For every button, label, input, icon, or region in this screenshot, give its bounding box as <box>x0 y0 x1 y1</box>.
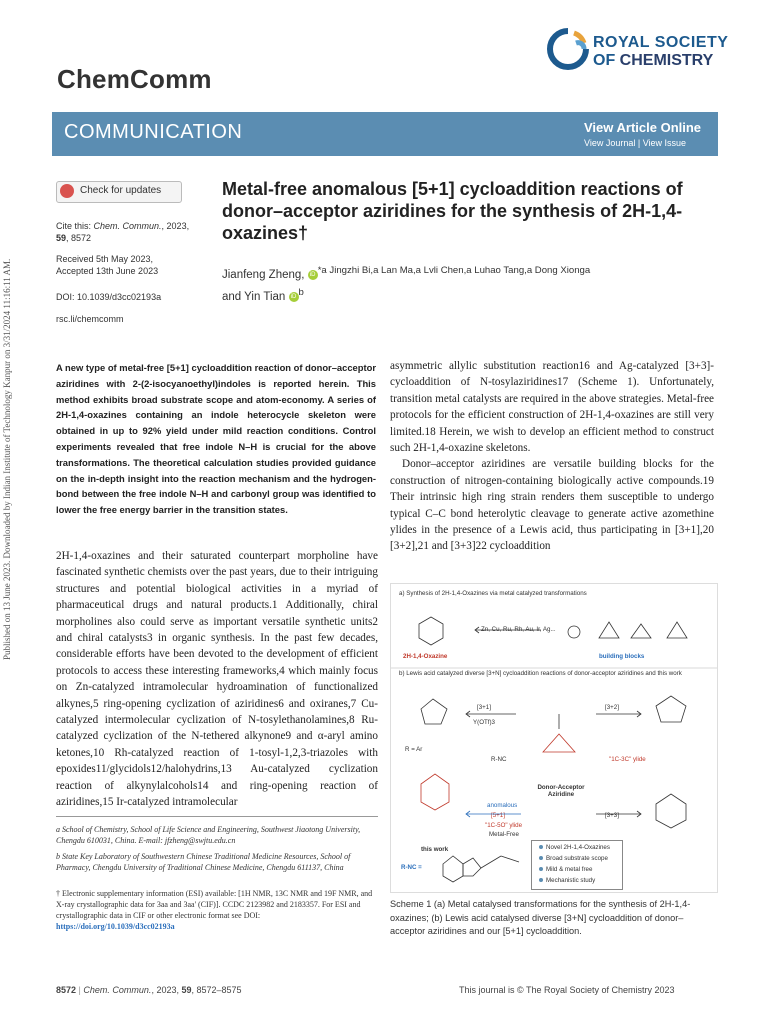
da-aziridine-label: Donor-Acceptor Aziridine <box>537 784 585 798</box>
body-text-left: 2H-1,4-oxazines and their saturated counterpart morpholine have fascinated synthetic chemists over the past years, due to their intriguing structures and potential biological activities in a myriad of pharmaceutical drugs and natural products.1 Additionally, chiral morpholines also could serve as important versatile synthetic units2 and chiral catalysts3 in organic synthesis. In the past few decades, considerable efforts have been devoted to the development of efficient protocols to access these interesting frameworks,4 which mainly focus on Zn-catalyzed intramolecular hydroamination of functionalized alkynes,5 ring-opening cyclization of aziridines6 and oxiranes,7 Cu-catalyzed intermolecular cyclization of N-tosylethanolamines,8 Ru-catalyzed cyclization of the N-tethered alkynone9 and α-aryl amino ketones,10 Rh-catalyzed reaction of 1-tosyl-1,2,3-triazoles with epoxides11/glycidols12/halohydrins,13 Au-catalyzed cyclization reaction of alkynylalcohols14 and ring-opening reaction of aziridines,15 Ir-catalyzed intramolecular <box>56 550 378 809</box>
article-title: Metal-free anomalous [5+1] cycloaddition reactions of donor–acceptor aziridines for the synthesis of 2H-1,4-oxazines† <box>222 179 683 243</box>
reaction-3-3: [3+3] <box>605 812 619 819</box>
esi-footnote: † Electronic supplementary information (ESI) available: [1H NMR, 13C NMR and 19F NMR, and X-ray crystallographic data for 3aa and 3aa' (CIF)]. CCDC 2123982 and 2183357. For ESI and crystallographic data in CIF or other electronic format see DOI: https://doi.org/10.1039/d3cc02193a <box>56 889 373 931</box>
affiliation-a: a School of Chemistry, School of Life Science and Engineering, Southwest Jiaotong University, Chengdu 610031, China. E-mail: jfzheng@swjtu.edu.cn <box>56 825 361 845</box>
feature-item: Broad substrate scope <box>546 855 608 862</box>
author-list: Jianfeng Zheng, iD $^{*a Jingzhi Bi,a Lan Ma,a Lvli Chen,a Luhao Tang,a Dong Xionga}$ and Yin Tian iD $^b$ <box>222 265 591 303</box>
catalyst-label: Y(OTf)3 <box>473 719 496 726</box>
view-journal-issue-links[interactable]: View Journal | View Issue <box>584 138 687 148</box>
paragraph: asymmetric allylic substitution reaction16 and Ag-catalyzed [3+3]-cycloaddition of N-tosylaziridines17 (Scheme 1). Unfortunately, transition metal catalysts are required in the above strategies. Metal-free protocols for the efficient construction of 2H-1,4-oxazines are still very limited.18 Herein, we wish to develop an efficient method to construct such 2H-1,4-oxazine skeletons. <box>390 360 714 455</box>
metal-free-label: Metal-Free <box>489 831 519 838</box>
metal-list: Zn, Cu, Ru, Rh, Au, Ir, Ag... <box>481 626 556 633</box>
feature-item: Novel 2H-1,4-Oxazines <box>546 844 610 851</box>
reaction-5-1: [5+1] <box>491 812 505 819</box>
doi[interactable]: DOI: 10.1039/d3cc02193a <box>56 292 162 302</box>
indole-icon <box>443 856 463 882</box>
publisher-line2: OF CHEMISTRY <box>593 52 714 69</box>
product-3-2-icon <box>656 696 686 722</box>
orcid-icon[interactable]: iD <box>289 292 299 302</box>
paragraph: Donor–acceptor aziridines are versatile building blocks for the construction of nitrogen-containing biologically active compounds.19 Their intrinsic high ring strain renders them susceptible to undergo typical C–C bond heterolytic cleavage to generate active azomethine ylides in the presence of a Lewis acid, thus participating in [3+1],20 [3+2],21 and [3+3]22 cycloaddition <box>390 458 714 553</box>
publisher-line1: ROYAL SOCIETY <box>593 34 729 51</box>
oxazine-label: 2H-1,4-Oxazine <box>403 653 448 660</box>
orcid-icon[interactable]: iD <box>308 270 318 280</box>
oxazine-ring-icon <box>419 617 443 645</box>
affiliation-b: b State Key Laboratory of Southwestern Chinese Traditional Medicine Resources, School of Pharmacy, Chengdu University of Traditional Chinese Medicine, Chengdu 611137, China <box>56 852 351 872</box>
accepted-date: Accepted 13th June 2023 <box>56 266 159 276</box>
scheme-part-a-title: a) Synthesis of 2H-1,4-Oxazines via metal catalyzed transformations <box>399 590 587 597</box>
scheme-caption: Scheme 1 (a) Metal catalysed transformations for the synthesis of 2H-1,4-oxazines; (b) Lewis acid catalysed diverse [3+N] cycloaddition of donor–acceptor aziridines and our [5+1] cycloaddition. <box>390 899 691 936</box>
triazole-icon <box>568 626 580 638</box>
scheme-part-b-title: b) Lewis acid catalyzed diverse [3+N] cycloaddition reactions of donor-acceptor aziridines and this work <box>399 670 682 677</box>
building-blocks-label: building blocks <box>599 653 645 660</box>
product-5-1-icon <box>421 774 449 810</box>
epoxide-icon <box>631 624 651 638</box>
ylide-label: "1C-3C" ylide <box>609 756 646 763</box>
feature-item: Mild & metal free <box>546 866 593 873</box>
body-text-right <box>390 358 714 555</box>
view-article-online-link[interactable]: View Article Online <box>584 120 702 135</box>
abstract: A new type of metal-free [5+1] cycloaddition reaction of donor–acceptor aziridines with 2-(2-isocyanoethyl)indoles is reported herein. This method exhibits broad substrate scope and atom-economy. A series of 2H-1,4-oxazines containing an indole heterocycle skeleton were obtained in up to 92% yield under mild reaction conditions. Control experiments revealed that free indole N–H is crucial for the above transformations. The theoretical calculation studies provided guidance on the in-depth insight into the reaction mechanism and the hydrogen-bond between the free indole N–H and carbonyl group was identified to lower the free energy barrier in the transition states. <box>56 362 376 516</box>
feature-item: Mechanistic study <box>546 877 596 884</box>
product-3-1-icon <box>421 699 447 724</box>
reaction-3-1: [3+1] <box>477 704 491 711</box>
ylide2-label: "1C-5O" ylide <box>485 822 523 829</box>
received-date: Received 5th May 2023, <box>56 254 154 264</box>
rsc-logo-icon <box>546 27 590 73</box>
journal-name: ChemComm <box>57 64 212 94</box>
page-footer-left: 8572 | Chem. Commun., 2023, 59, 8572–8575 <box>56 985 242 995</box>
check-for-updates-label: Check for updates <box>80 185 162 196</box>
rnc-definition: R-NC = <box>401 864 422 871</box>
journal-site-link[interactable]: rsc.li/chemcomm <box>56 314 124 324</box>
reaction-3-2: [3+2] <box>605 704 619 711</box>
citation: Cite this: Chem. Commun., 2023, 59, 8572 <box>56 221 190 243</box>
page-footer-right: This journal is © The Royal Society of Chemistry 2023 <box>459 985 675 995</box>
aziridine-core-icon <box>543 734 575 752</box>
this-work-label: this work <box>421 846 449 853</box>
footnote-divider <box>56 816 378 817</box>
r-definition: R = Ar <box>405 746 423 753</box>
esi-doi-link[interactable]: https://doi.org/10.1039/d3cc02193a <box>56 922 175 931</box>
article-type: COMMUNICATION <box>64 121 243 143</box>
reaction-scheme-graphic <box>391 584 717 892</box>
product-3-3-icon <box>656 794 686 828</box>
scheme-1-figure <box>390 583 718 893</box>
download-watermark: Published on 13 June 2023. Downloaded by Indian Institute of Technology Kanpur on 3/31/2024 11:16:11 AM. <box>2 258 12 660</box>
tosylaziridine-icon <box>667 622 687 638</box>
isocyanide-label: R-NC <box>491 756 507 763</box>
update-icon <box>60 184 74 198</box>
anomalous-label: anomalous <box>487 802 518 809</box>
aziridine-icon <box>599 622 619 638</box>
